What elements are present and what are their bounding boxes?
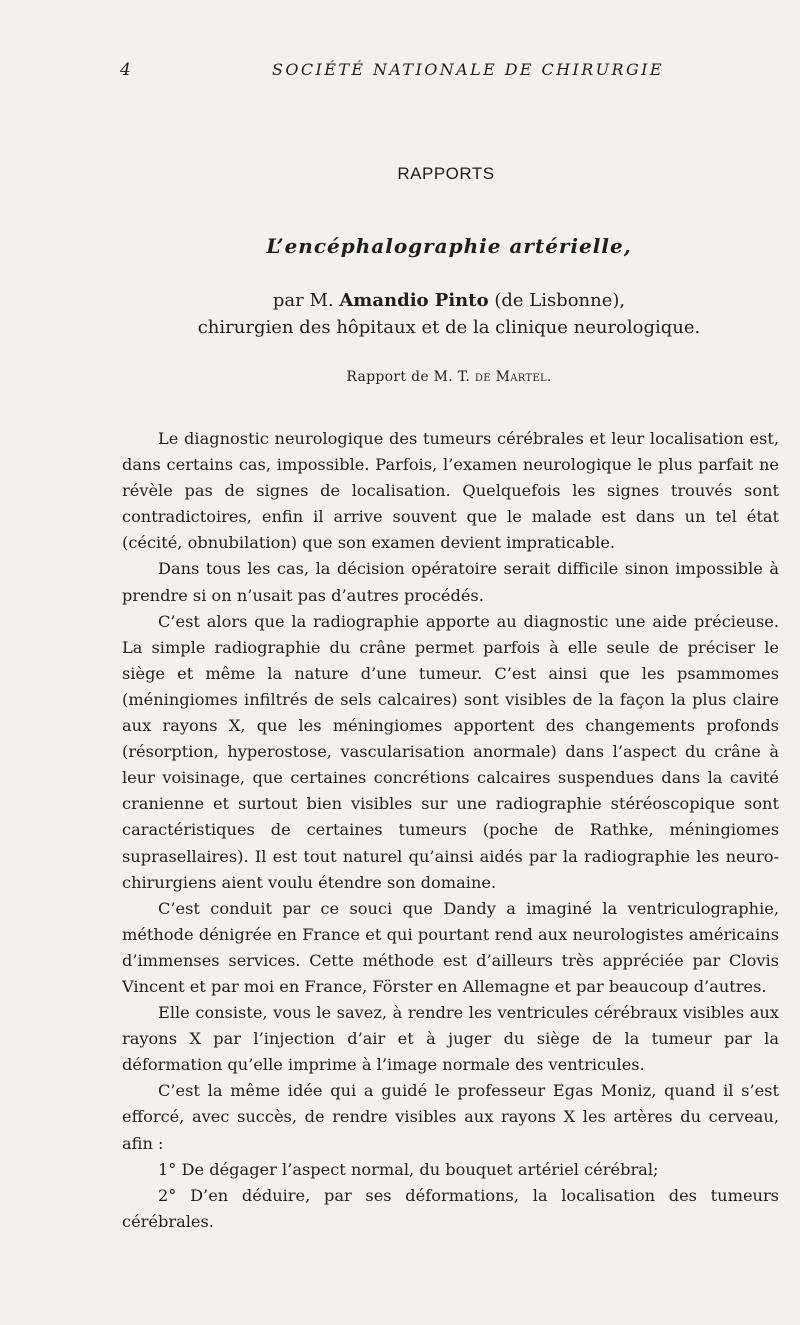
running-head: [0, 60, 800, 84]
author-affiliation: chirurgien des hôpitaux et de la clinique neurologique.: [197, 317, 701, 338]
report-prefix: Rapport de M. T.: [346, 369, 471, 385]
paragraph: Le diagnostic neurologique des tumeurs cérébrales et leur localisation est, dans certains cas, impossible. Parfois, l’examen neurologique le plus parfait ne révèle pas de signes de localisation. Quelquefois les signes trouvés sont contradictoires, enfin il arrive souvent que le malade est dans un tel état (cécité, obnubilation) que son examen devient impraticable.: [122, 429, 779, 553]
paragraph: C’est conduit par ce souci que Dandy a imaginé la ventriculographie, méthode dénigrée en France et qui pourtant rend aux neurologistes américains d’immenses services. Cette méthode est d’ailleurs très appréciée par Clovis Vincent et par moi en France, Förster en Allemagne et par beaucoup d’autres.: [122, 898, 779, 996]
list-item: 2° D’en déduire, par ses déformations, la localisation des tumeurs cérébrales.: [122, 1185, 779, 1231]
section-heading: RAPPORTS: [397, 164, 495, 183]
byline-prefix: par M.: [272, 290, 334, 311]
byline-suffix: (de Lisbonne),: [488, 290, 626, 311]
paragraph: C’est la même idée qui a guidé le professeur Egas Moniz, quand il s’est efforcé, avec succès, de rendre visibles aux rayons X les artères du cerveau, afin :: [122, 1081, 779, 1153]
reporter-name: de Martel.: [474, 369, 552, 385]
report-attribution: [0, 369, 800, 385]
paragraph: Dans tous les cas, la décision opératoire serait difficile sinon impossible à prendre si on n’usait pas d’autres procédés.: [122, 559, 779, 605]
page-number: 4: [120, 60, 131, 80]
article-title: L’encéphalographie artérielle,: [266, 234, 632, 258]
list-item: 1° De dégager l’aspect normal, du bouquet artériel cérébral;: [158, 1159, 659, 1179]
byline-line: [0, 287, 800, 314]
paragraph: C’est alors que la radiographie apporte au diagnostic une aide précieuse. La simple radiographie du crâne permet parfois à elle seule de préciser le siège et même la nature d’une tumeur. C’est ainsi que les psammomes (méningiomes infiltrés de sels calcaires) sont visibles de la façon la plus claire aux rayons X, que les méningiomes apportent des changements profonds (résorption, hyperostose, vascularisation anormale) dans l’aspect du crâne à leur voisinage, que certaines concrétions calcaires suspendues dans la cavité cranienne et surtout bien visibles sur une radiographie stéréoscopique sont caractéristiques de certaines tumeurs (poche de Rathke, méningiomes suprasellaires). Il est tout naturel qu’ainsi aidés par la radiographie les neuro-chirurgiens aient voulu étendre son domaine.: [122, 611, 779, 892]
journal-title: SOCIÉTÉ NATIONALE DE CHIRURGIE: [272, 60, 664, 79]
author-name: Amandio Pinto: [339, 290, 489, 311]
byline: [0, 287, 800, 341]
body-text: [122, 426, 779, 1235]
paragraph: Elle consiste, vous le savez, à rendre les ventricules cérébraux visibles aux rayons X par l’injection d’air et à juger du siège de la tumeur par la déformation qu’elle imprime à l’image normale des ventricules.: [122, 1003, 779, 1075]
